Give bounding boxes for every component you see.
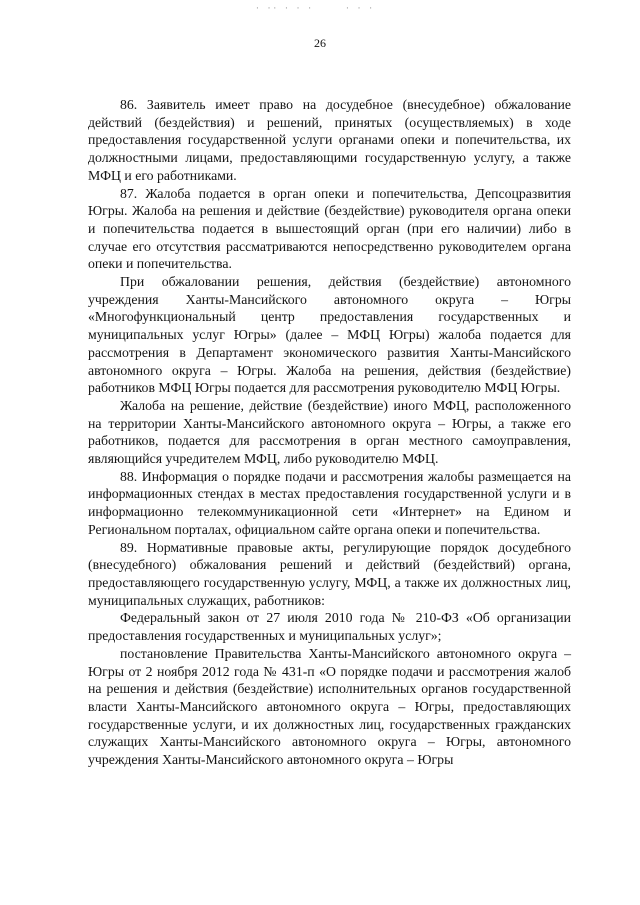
scan-artifact: · ·· · · ·	[255, 4, 314, 13]
page-number: 26	[314, 36, 326, 50]
scan-artifact: · · ·	[345, 4, 375, 13]
paragraph-86: 86. Заявитель имеет право на досудебное (внесудебное) обжалование действий (бездействия) и решений, принятых (осуществляемых) в ходе предоставления государственной услуги органами опеки и попечительства, их должностными лицами, предоставляющими государственную услугу, а также МФЦ и его работниками.	[88, 97, 571, 183]
paragraph-mfc-yugry-complaint: При обжаловании решения, действия (бездействие) автономного учреждения Ханты-Мансийского автономного округа – Югры «Многофункциональный центр предоставления государственных и муниципальных услуг Югры» (далее – МФЦ Югры) жалоба подается для рассмотрения в Департамент экономического развития Ханты-Мансийского автономного округа – Югры. Жалоба на решения, действия (бездействие) работников МФЦ Югры подается для рассмотрения руководителю МФЦ Югры.	[88, 274, 571, 396]
paragraph-89: 89. Нормативные правовые акты, регулирующие порядок досудебного (внесудебного) обжалования решений и действий (бездействий) органа, предоставляющего государственную услугу, МФЦ, а также их должностных лиц, муниципальных служащих, работников:	[88, 539, 571, 608]
paragraph-other-mfc-complaint: Жалоба на решение, действие (бездействие) иного МФЦ, расположенного на территории Ханты-Мансийского автономного округа – Югры, а также его работников, подается для рассмотрения в орган местного самоуправления, являющийся учредителем МФЦ, либо руководителю МФЦ.	[88, 397, 571, 467]
paragraph-87: 87. Жалоба подается в орган опеки и попечительства, Депсоцразвития Югры. Жалоба на решения и действие (бездействие) руководителя органа опеки и попечительства подается в вышестоящий орган (при его наличии) либо в случае его отсутствия рассматриваются непосредственно руководителем органа опеки и попечительства.	[88, 185, 571, 272]
document-body	[88, 96, 571, 769]
paragraph-federal-law: Федеральный закон от 27 июля 2010 года № 210-ФЗ «Об организации предоставления государственных и муниципальных услуг»;	[88, 610, 571, 644]
paragraph-government-resolution: постановление Правительства Ханты-Мансийского автономного округа – Югры от 2 ноября 2012 года № 431-п «О порядке подачи и рассмотрения жалоб на решения и действия (бездействие) исполнительных органов государственной власти Ханты-Мансийского автономного округа – Югры, предоставляющих государственные услуги, и их должностных лиц, государственных гражданских служащих Ханты-Мансийского автономного округа – Югры, автономного учреждения Ханты-Мансийского автономного округа – Югры	[88, 645, 571, 768]
paragraph-88: 88. Информация о порядке подачи и рассмотрения жалобы размещается на информационных стендах в местах предоставления государственной услуги и в информационно телекоммуникационной сети «Интернет» на Едином и Региональном порталах, официальном сайте органа опеки и попечительства.	[88, 468, 571, 537]
